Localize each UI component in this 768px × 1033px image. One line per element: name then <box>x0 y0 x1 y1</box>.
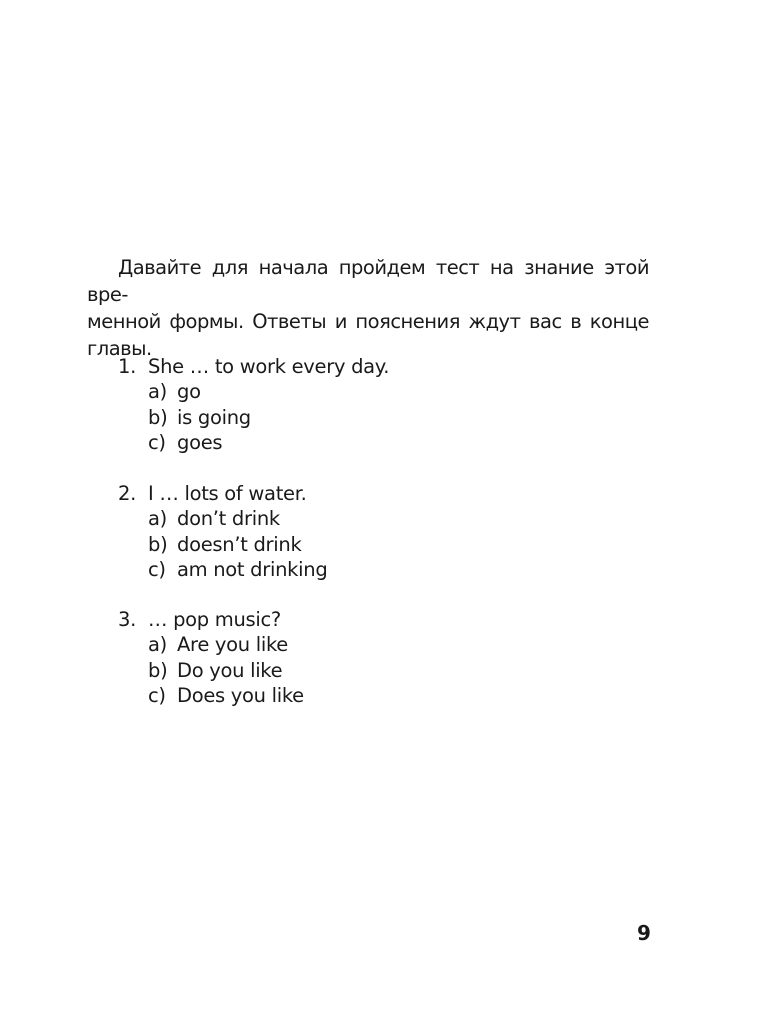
question-2 <box>118 481 327 582</box>
option-letter: a) <box>148 507 167 531</box>
option-letter: a) <box>148 633 167 657</box>
intro-line: менной формы. Ответы и пояснения ждут вас в конце <box>87 310 649 333</box>
option-text: don’t drink <box>177 507 280 531</box>
answer-option-b <box>118 658 304 683</box>
option-text: is going <box>177 405 251 429</box>
option-letter: c) <box>148 683 166 707</box>
question-text: She … to work every day. <box>148 355 390 378</box>
question-1 <box>118 354 389 455</box>
option-text: Does you like <box>177 683 304 707</box>
option-text: go <box>177 380 201 404</box>
option-letter: c) <box>148 430 166 454</box>
question-number: 1. <box>118 355 137 378</box>
answer-option-a <box>118 506 327 531</box>
question-prompt <box>118 354 389 379</box>
option-text: doesn’t drink <box>177 532 302 556</box>
option-letter: c) <box>148 557 166 581</box>
option-letter: b) <box>148 405 168 429</box>
answer-option-c <box>118 683 304 708</box>
option-letter: b) <box>148 532 168 556</box>
page-number: 9 <box>637 921 651 945</box>
option-letter: b) <box>148 658 168 682</box>
option-letter: a) <box>148 380 167 404</box>
option-text: Are you like <box>177 633 288 657</box>
answer-option-a <box>118 632 304 657</box>
question-number: 3. <box>118 608 137 631</box>
question-3 <box>118 607 304 708</box>
answer-option-b <box>118 405 389 430</box>
question-prompt <box>118 607 304 632</box>
intro-line: главы. <box>87 337 152 360</box>
question-prompt <box>118 481 327 506</box>
question-text: I … lots of water. <box>148 482 307 505</box>
intro-line: Давайте для начала пройдем тест на знание этой вре- <box>87 256 649 306</box>
question-text: … pop music? <box>148 608 281 631</box>
option-text: am not drinking <box>177 557 328 581</box>
answer-option-a <box>118 379 389 404</box>
option-text: Do you like <box>177 658 283 682</box>
option-text: goes <box>177 430 223 454</box>
answer-option-b <box>118 532 327 557</box>
question-number: 2. <box>118 482 137 505</box>
answer-option-c <box>118 557 327 582</box>
intro-paragraph <box>87 254 649 362</box>
answer-option-c <box>118 430 389 455</box>
